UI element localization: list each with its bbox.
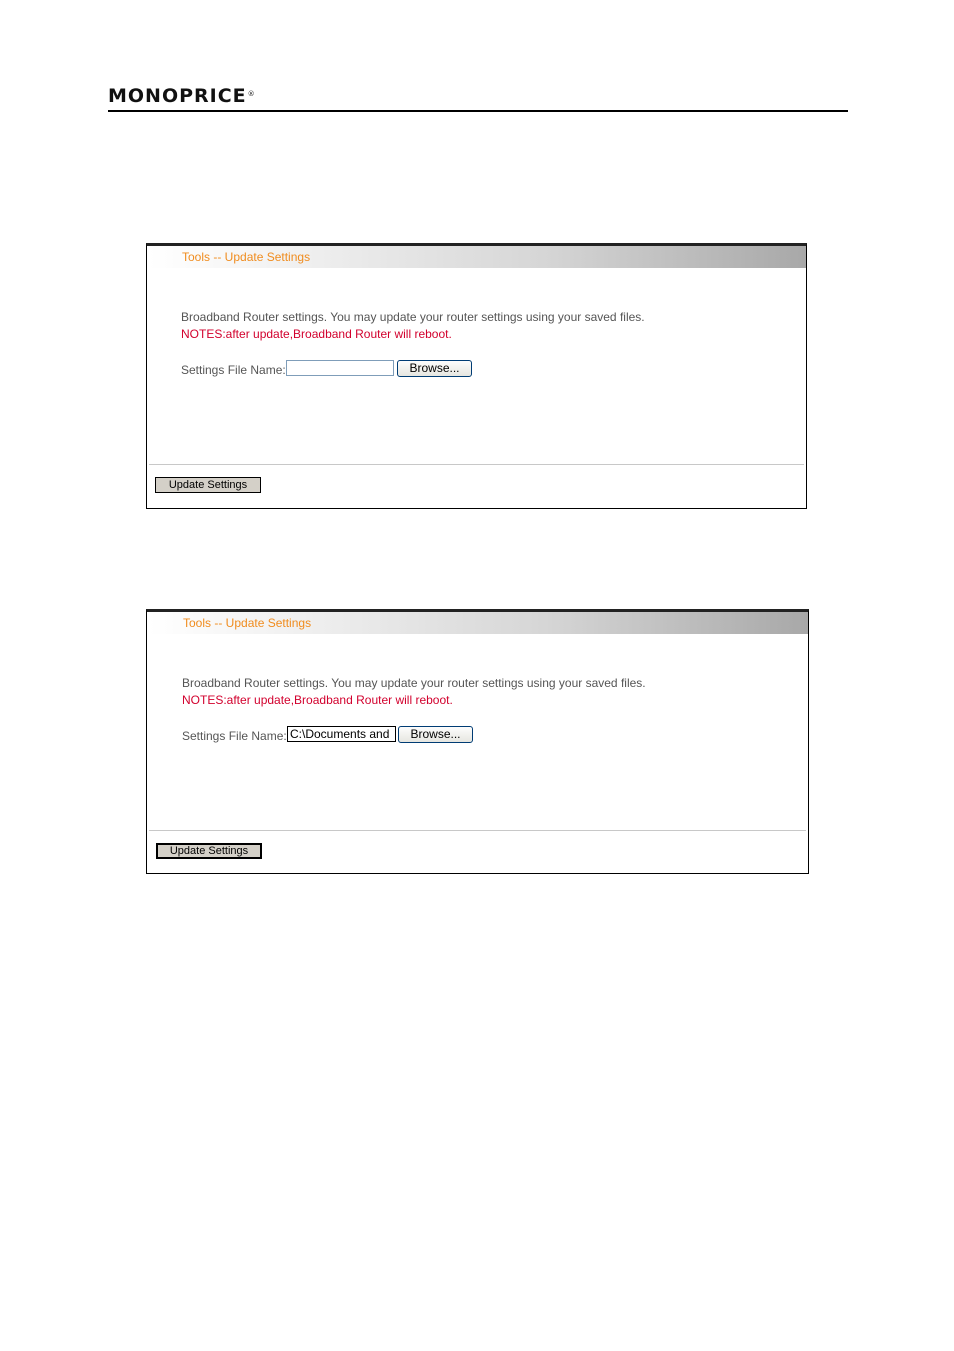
panel-title-bar — [149, 246, 806, 268]
panel-title: Tools -- Update Settings — [182, 250, 311, 264]
panel-title-bar — [149, 612, 808, 634]
settings-file-label: Settings File Name: — [182, 729, 287, 743]
panel-description: Broadband Router settings. You may update your router settings using your saved files. — [181, 310, 645, 324]
reboot-notes: NOTES:after update,Broadband Router will reboot. — [182, 693, 453, 707]
update-settings-button[interactable]: Update Settings — [155, 477, 261, 493]
update-settings-panel-2 — [146, 609, 809, 874]
browse-button[interactable]: Browse... — [397, 360, 472, 377]
update-settings-panel-1 — [146, 243, 807, 509]
settings-file-input[interactable]: C:\Documents and — [287, 726, 396, 742]
settings-file-label: Settings File Name: — [181, 363, 286, 377]
panel-divider — [149, 464, 804, 465]
browse-button[interactable]: Browse... — [398, 726, 473, 743]
logo-text: MONOPRICE — [108, 85, 247, 107]
reboot-notes: NOTES:after update,Broadband Router will reboot. — [181, 327, 452, 341]
registered-mark: ® — [247, 90, 256, 98]
settings-file-input[interactable] — [286, 360, 394, 376]
update-settings-button[interactable]: Update Settings — [156, 843, 262, 859]
panel-divider — [149, 830, 806, 831]
panel-title: Tools -- Update Settings — [183, 616, 312, 630]
panel-description: Broadband Router settings. You may update your router settings using your saved files. — [182, 676, 646, 690]
monoprice-logo — [108, 86, 256, 106]
page-header — [108, 84, 848, 112]
